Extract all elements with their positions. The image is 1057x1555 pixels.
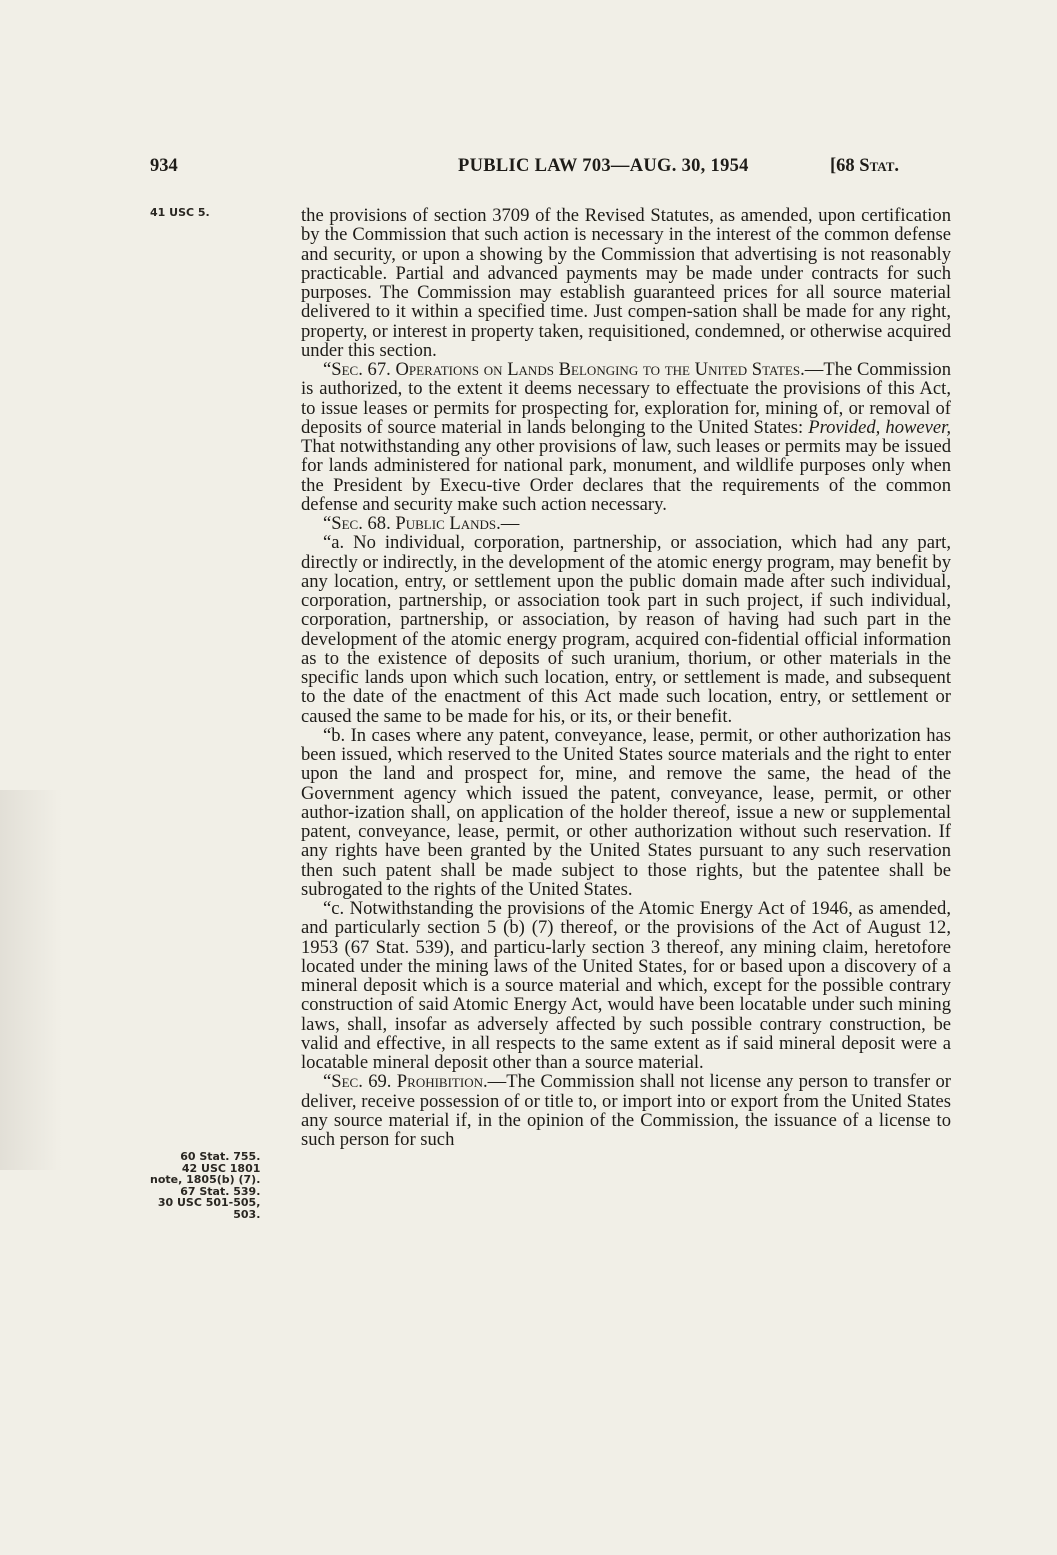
body-text (301, 206, 951, 1516)
italic-text: Provided, however, (808, 416, 951, 438)
paragraph-text: “a. No individual, corporation, partnership, or association, which had any part, directly or indirectly, in the development of the atomic energy program, may benefit by any location, entry, or settlement upon the public domain made after such individual, corporation, partnership, or association took part in such project, if such individual, corporation, partnership, or association, by reason of having had such part in the development of the atomic energy program, acquired con-fidential official information as to the existence of deposits of such uranium, thorium, or other materials in the specific lands upon which such location, entry, or settlement is made, and subsequent to the date of the enactment of this Act made such location, entry, or settlement or caused the same to be made for his, or its, or their benefit. (301, 532, 951, 727)
margin-citation: 41 USC 5. (150, 206, 210, 219)
paragraph (301, 726, 951, 899)
margin-citation: 60 Stat. 755. 42 USC 1801 note, 1805(b) (7). 67 Stat. 539. 30 USC 501-505, 503. (150, 1150, 261, 1221)
section-heading: “Sec. 68. Public Lands.— (323, 513, 520, 534)
paragraph (301, 360, 951, 514)
volume-bracket: [68 (830, 156, 855, 176)
paragraph (301, 514, 951, 533)
volume-label: Stat. (859, 156, 900, 176)
paragraph-text: the provisions of section 3709 of the Revised Statutes, as amended, upon certification by the Commission that such action is necessary in the interest of the common defense and security, or upon a showing by the Commission that advertising is not reasonably practicable. Partial and advanced payments may be made under contracts for such purposes. The Commission may establish guaranteed prices for all source material delivered to it within a specified time. Just compen-sation shall be made for any right, property, or interest in property taken, requisitioned, condemned, or otherwise acquired under this section. (301, 205, 951, 361)
paragraph-text: The Commission shall not license any person to transfer or deliver, receive possession of or title to, or import into or export from the United States any source material if, in the opinion of the Commission, the issuance of a license to such person for such (301, 1071, 951, 1150)
paragraph-text: “b. In cases where any patent, conveyance, lease, permit, or other authorization has been issued, which reserved to the United States source materials and the right to enter upon the land and prospect for, mine, and remove the same, the head of the Government agency which issued the patent, conveyance, lease, permit, or other author-ization shall, on application of the holder thereof, issue a new or supplemental patent, conveyance, lease, permit, or other authorization without such reservation. If any rights have been granted by the United States pursuant to any such reservation then such patent shall be made subject to those rights, but the patentee shall be subrogated to the rights of the United States. (301, 724, 951, 900)
page-number: 934 (150, 156, 178, 176)
scan-edge-shadow (0, 790, 62, 1170)
statute-volume (830, 156, 899, 177)
paragraph (301, 899, 951, 1072)
paragraph (301, 1072, 951, 1149)
paragraph (301, 533, 951, 726)
paragraph-text: “c. Notwithstanding the provisions of the Atomic Energy Act of 1946, as amended, and particularly section 5 (b) (7) thereof, or the provisions of the Act of August 12, 1953 (67 Stat. 539), and particu-larly section 3 thereof, any mining claim, heretofore located under the mining laws of the United States, for or based upon a discovery of a mineral deposit which is a source material and which, except for the possible contrary construction of said Atomic Energy Act, would have been locatable under such mining laws, shall, insofar as adversely affected by such possible contrary construction, be valid and effective, in all respects to the same extent as if said mineral deposit were a locatable mineral deposit other than a source material. (301, 898, 951, 1073)
paragraph-text: The Commission is authorized, to the extent it deems necessary to effectuate the provisions of this Act, to issue leases or permits for prospecting for, exploration for, mining of, or removal of deposits of source material in lands belonging to the United States: (301, 359, 951, 438)
section-heading: “Sec. 67. Operations on Lands Belonging to the United States.— (323, 359, 824, 380)
paragraph (301, 206, 951, 360)
running-title: PUBLIC LAW 703—AUG. 30, 1954 (458, 156, 749, 176)
paragraph-text: That notwithstanding any other provisions of law, such leases or permits may be issued for lands administered for national park, monument, and wildlife purposes only when the President by Execu-tive Order declares that the requirements of the common defense and security make such action necessary. (301, 436, 951, 515)
page-header (150, 156, 950, 190)
section-heading: “Sec. 69. Prohibition.— (323, 1071, 507, 1093)
